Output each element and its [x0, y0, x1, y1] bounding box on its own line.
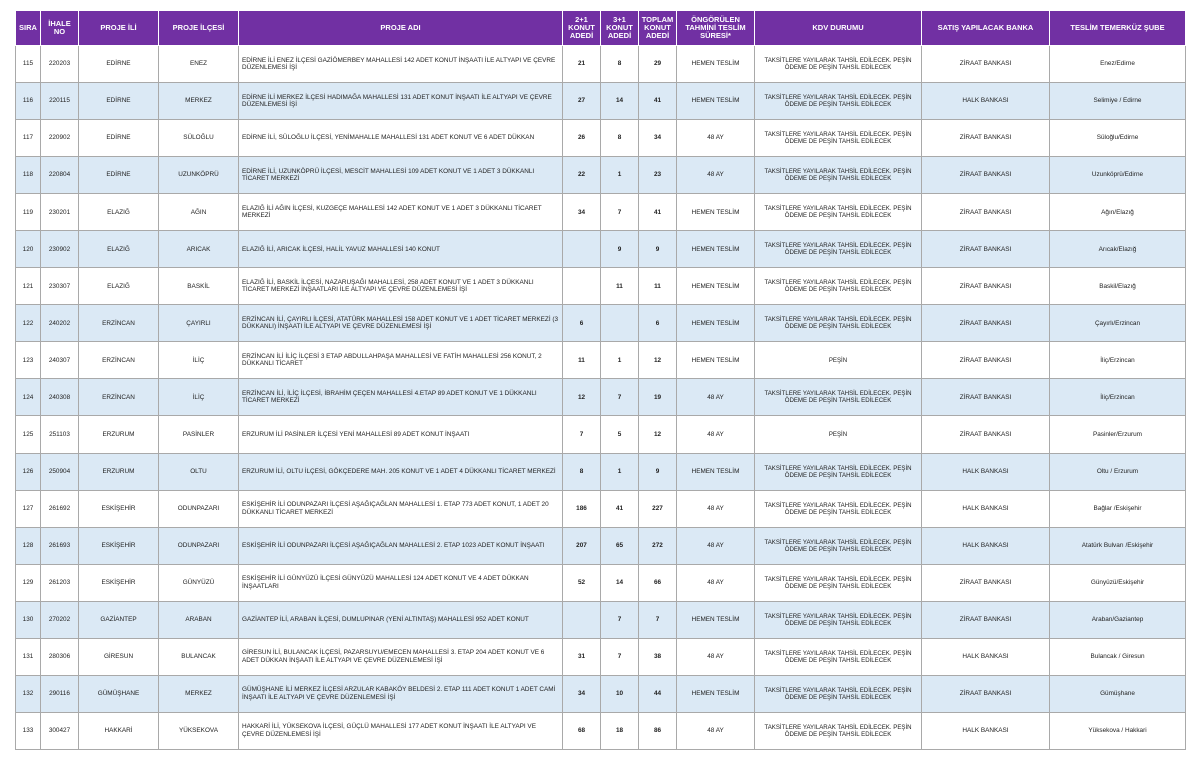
cell-sira: 118 — [16, 157, 41, 194]
header-sira: SIRA — [16, 11, 41, 46]
cell-proje-adi: GÜMÜŞHANE İLİ MERKEZ İLÇESİ ARZULAR KABAKÖY BELDESİ 2. ETAP 111 ADET KONUT 1 ADET CAMİ İNŞAATI İLE ALTYAPI VE ÇEVRE DÜZENLEMESİ İŞİ — [239, 675, 563, 712]
cell-sube: Atatürk Bulvarı /Eskişehir — [1050, 527, 1186, 564]
cell-proje-ilcesi: ARICAK — [159, 231, 239, 268]
cell-banka: ZİRAAT BANKASI — [922, 416, 1050, 453]
table-header — [16, 11, 1186, 46]
cell-sube: Baskil/Elazığ — [1050, 268, 1186, 305]
cell-proje-ilcesi: ÇAYIRLI — [159, 305, 239, 342]
cell-proje-ilcesi: ODUNPAZARI — [159, 490, 239, 527]
cell-kdv: TAKSİTLERE YAYILARAK TAHSİL EDİLECEK. PEŞİN ÖDEME DE PEŞİN TAHSİL EDİLECEK — [755, 638, 922, 675]
cell-konut-3-1: 41 — [601, 490, 639, 527]
cell-proje-ilcesi: GÜNYÜZÜ — [159, 564, 239, 601]
cell-banka: HALK BANKASI — [922, 527, 1050, 564]
cell-teslim-suresi: HEMEN TESLİM — [677, 305, 755, 342]
header-kdv: KDV DURUMU — [755, 11, 922, 46]
cell-teslim-suresi: 48 AY — [677, 120, 755, 157]
cell-banka: HALK BANKASI — [922, 490, 1050, 527]
cell-konut-2-1: 34 — [563, 675, 601, 712]
cell-proje-ili: ELAZIĞ — [79, 268, 159, 305]
cell-sira: 129 — [16, 564, 41, 601]
cell-banka: ZİRAAT BANKASI — [922, 379, 1050, 416]
table-row — [16, 46, 1186, 83]
header-proje-adi: PROJE ADI — [239, 11, 563, 46]
cell-konut-3-1: 14 — [601, 564, 639, 601]
cell-banka: ZİRAAT BANKASI — [922, 342, 1050, 379]
cell-toplam: 66 — [639, 564, 677, 601]
cell-toplam: 38 — [639, 638, 677, 675]
cell-sube: Bulancak / Giresun — [1050, 638, 1186, 675]
table-row — [16, 564, 1186, 601]
cell-toplam: 23 — [639, 157, 677, 194]
cell-toplam: 227 — [639, 490, 677, 527]
cell-ihale-no: 240308 — [41, 379, 79, 416]
table-row — [16, 601, 1186, 638]
cell-banka: HALK BANKASI — [922, 83, 1050, 120]
cell-proje-ili: ERZURUM — [79, 416, 159, 453]
cell-banka: ZİRAAT BANKASI — [922, 305, 1050, 342]
cell-konut-3-1: 10 — [601, 675, 639, 712]
cell-konut-3-1: 65 — [601, 527, 639, 564]
cell-proje-ilcesi: BASKİL — [159, 268, 239, 305]
cell-proje-ili: GÜMÜŞHANE — [79, 675, 159, 712]
cell-banka: ZİRAAT BANKASI — [922, 231, 1050, 268]
cell-toplam: 41 — [639, 83, 677, 120]
cell-proje-ilcesi: MERKEZ — [159, 83, 239, 120]
cell-proje-ilcesi: İLİÇ — [159, 342, 239, 379]
table-row — [16, 231, 1186, 268]
cell-ihale-no: 240202 — [41, 305, 79, 342]
cell-ihale-no: 230902 — [41, 231, 79, 268]
cell-toplam: 41 — [639, 194, 677, 231]
cell-teslim-suresi: HEMEN TESLİM — [677, 601, 755, 638]
cell-proje-adi: HAKKARİ İLİ, YÜKSEKOVA İLÇESİ, GÜÇLÜ MAHALLESİ 177 ADET KONUT İNŞAATI İLE ALTYAPI VE ÇEVRE DÜZENLEMESİ İŞİ — [239, 712, 563, 749]
cell-kdv: TAKSİTLERE YAYILARAK TAHSİL EDİLECEK. PEŞİN ÖDEME DE PEŞİN TAHSİL EDİLECEK — [755, 490, 922, 527]
cell-teslim-suresi: 48 AY — [677, 638, 755, 675]
header-row — [16, 11, 1186, 46]
cell-kdv: TAKSİTLERE YAYILARAK TAHSİL EDİLECEK. PEŞİN ÖDEME DE PEŞİN TAHSİL EDİLECEK — [755, 527, 922, 564]
cell-ihale-no: 251103 — [41, 416, 79, 453]
cell-kdv: TAKSİTLERE YAYILARAK TAHSİL EDİLECEK. PEŞİN ÖDEME DE PEŞİN TAHSİL EDİLECEK — [755, 564, 922, 601]
cell-proje-adi: EDİRNE İLİ ENEZ İLÇESİ GAZİÖMERBEY MAHALLESİ 142 ADET KONUT İNŞAATI İLE ALTYAPI VE ÇEVRE DÜZENLEMESİ İŞİ — [239, 46, 563, 83]
cell-banka: ZİRAAT BANKASI — [922, 194, 1050, 231]
table-row — [16, 712, 1186, 749]
table-row — [16, 268, 1186, 305]
table-row — [16, 305, 1186, 342]
cell-ihale-no: 261693 — [41, 527, 79, 564]
cell-teslim-suresi: 48 AY — [677, 416, 755, 453]
cell-konut-3-1: 1 — [601, 157, 639, 194]
cell-banka: HALK BANKASI — [922, 453, 1050, 490]
cell-konut-3-1: 9 — [601, 231, 639, 268]
cell-teslim-suresi: HEMEN TESLİM — [677, 675, 755, 712]
cell-sira: 119 — [16, 194, 41, 231]
cell-proje-ilcesi: AĞIN — [159, 194, 239, 231]
cell-proje-ili: ELAZIĞ — [79, 194, 159, 231]
table-body — [16, 46, 1186, 750]
cell-proje-ili: ERZİNCAN — [79, 379, 159, 416]
cell-proje-ilcesi: ARABAN — [159, 601, 239, 638]
cell-konut-3-1: 8 — [601, 46, 639, 83]
cell-konut-3-1: 7 — [601, 638, 639, 675]
cell-sira: 120 — [16, 231, 41, 268]
cell-sube: İliç/Erzincan — [1050, 379, 1186, 416]
header-toplam: TOPLAM KONUT ADEDİ — [639, 11, 677, 46]
cell-kdv: TAKSİTLERE YAYILARAK TAHSİL EDİLECEK. PEŞİN ÖDEME DE PEŞİN TAHSİL EDİLECEK — [755, 712, 922, 749]
cell-konut-3-1: 7 — [601, 194, 639, 231]
cell-proje-ilcesi: BULANCAK — [159, 638, 239, 675]
cell-kdv: TAKSİTLERE YAYILARAK TAHSİL EDİLECEK. PEŞİN ÖDEME DE PEŞİN TAHSİL EDİLECEK — [755, 157, 922, 194]
cell-proje-ilcesi: YÜKSEKOVA — [159, 712, 239, 749]
cell-proje-ili: HAKKARİ — [79, 712, 159, 749]
cell-teslim-suresi: 48 AY — [677, 564, 755, 601]
cell-toplam: 12 — [639, 342, 677, 379]
cell-proje-ilcesi: UZUNKÖPRÜ — [159, 157, 239, 194]
cell-sira: 123 — [16, 342, 41, 379]
cell-kdv: TAKSİTLERE YAYILARAK TAHSİL EDİLECEK. PEŞİN ÖDEME DE PEŞİN TAHSİL EDİLECEK — [755, 83, 922, 120]
cell-proje-ili: ERZURUM — [79, 453, 159, 490]
cell-sube: Gümüşhane — [1050, 675, 1186, 712]
cell-proje-adi: ELAZIĞ İLİ, ARICAK İLÇESİ, HALİL YAVUZ MAHALLESİ 140 KONUT — [239, 231, 563, 268]
header-ihale-no: İHALE NO — [41, 11, 79, 46]
cell-teslim-suresi: HEMEN TESLİM — [677, 83, 755, 120]
cell-proje-ili: ESKİŞEHİR — [79, 527, 159, 564]
cell-konut-2-1: 8 — [563, 453, 601, 490]
cell-konut-2-1: 21 — [563, 46, 601, 83]
cell-ihale-no: 220203 — [41, 46, 79, 83]
cell-sira: 132 — [16, 675, 41, 712]
table-row — [16, 490, 1186, 527]
cell-teslim-suresi: HEMEN TESLİM — [677, 453, 755, 490]
cell-teslim-suresi: HEMEN TESLİM — [677, 342, 755, 379]
cell-proje-adi: ERZİNCAN İLİ İLİÇ İLÇESİ 3 ETAP ABDULLAHPAŞA MAHALLESİ VE FATİH MAHALLESİ 256 KONUT, 2 DÜKKANLI TİCARET — [239, 342, 563, 379]
cell-toplam: 11 — [639, 268, 677, 305]
cell-konut-2-1 — [563, 231, 601, 268]
cell-proje-ilcesi: ODUNPAZARI — [159, 527, 239, 564]
cell-proje-adi: GAZİANTEP İLİ, ARABAN İLÇESİ, DUMLUPINAR (YENİ ALTINTAŞ) MAHALLESİ 952 ADET KONUT — [239, 601, 563, 638]
cell-konut-2-1: 11 — [563, 342, 601, 379]
cell-konut-3-1: 5 — [601, 416, 639, 453]
cell-sira: 122 — [16, 305, 41, 342]
cell-proje-adi: ESKİŞEHİR İLİ ODUNPAZARI İLÇESİ AŞAĞIÇAĞLAN MAHALLESİ 1. ETAP 773 ADET KONUT, 1 ADET 20 DÜKKANLI TİCARET MERKEZİ — [239, 490, 563, 527]
cell-proje-adi: EDİRNE İLİ MERKEZ İLÇESİ HADIMAĞA MAHALLESİ 131 ADET KONUT İNŞAATI İLE ALTYAPI VE ÇEVRE DÜZENLEMESİ İŞİ — [239, 83, 563, 120]
cell-sira: 115 — [16, 46, 41, 83]
cell-banka: ZİRAAT BANKASI — [922, 268, 1050, 305]
cell-sira: 126 — [16, 453, 41, 490]
cell-konut-2-1: 6 — [563, 305, 601, 342]
table-row — [16, 416, 1186, 453]
cell-teslim-suresi: 48 AY — [677, 712, 755, 749]
cell-ihale-no: 230201 — [41, 194, 79, 231]
cell-toplam: 86 — [639, 712, 677, 749]
cell-proje-ili: ESKİŞEHİR — [79, 564, 159, 601]
cell-sira: 117 — [16, 120, 41, 157]
cell-teslim-suresi: 48 AY — [677, 490, 755, 527]
cell-sira: 124 — [16, 379, 41, 416]
cell-sube: Çayırlı/Erzincan — [1050, 305, 1186, 342]
cell-ihale-no: 300427 — [41, 712, 79, 749]
table-row — [16, 527, 1186, 564]
cell-ihale-no: 290116 — [41, 675, 79, 712]
cell-proje-adi: EDİRNE İLİ, SÜLOĞLU İLÇESİ, YENİMAHALLE MAHALLESİ 131 ADET KONUT VE 6 ADET DÜKKAN — [239, 120, 563, 157]
cell-proje-ili: ESKİŞEHİR — [79, 490, 159, 527]
cell-teslim-suresi: HEMEN TESLİM — [677, 194, 755, 231]
cell-konut-2-1: 12 — [563, 379, 601, 416]
cell-ihale-no: 240307 — [41, 342, 79, 379]
cell-konut-2-1 — [563, 268, 601, 305]
projects-table — [15, 10, 1186, 750]
cell-teslim-suresi: 48 AY — [677, 527, 755, 564]
cell-ihale-no: 230307 — [41, 268, 79, 305]
table-row — [16, 83, 1186, 120]
cell-konut-2-1: 52 — [563, 564, 601, 601]
cell-teslim-suresi: HEMEN TESLİM — [677, 268, 755, 305]
cell-proje-ili: EDİRNE — [79, 120, 159, 157]
cell-ihale-no: 220804 — [41, 157, 79, 194]
cell-proje-adi: EDİRNE İLİ, UZUNKÖPRÜ İLÇESİ, MESCİT MAHALLESİ 109 ADET KONUT VE 1 ADET 3 DÜKKANLI TİCARET MERKEZİ — [239, 157, 563, 194]
cell-kdv: TAKSİTLERE YAYILARAK TAHSİL EDİLECEK. PEŞİN ÖDEME DE PEŞİN TAHSİL EDİLECEK — [755, 305, 922, 342]
cell-proje-ilcesi: MERKEZ — [159, 675, 239, 712]
cell-sube: İliç/Erzincan — [1050, 342, 1186, 379]
cell-ihale-no: 261203 — [41, 564, 79, 601]
cell-proje-adi: ERZİNCAN İLİ, ÇAYIRLI İLÇESİ, ATATÜRK MAHALLESİ 158 ADET KONUT VE 1 ADET TİCARET MERKEZİ (3 DÜKKANLI) İNŞAATI İLE ALTYAPI VE ÇEVRE DÜZENLEMESİ İŞİ — [239, 305, 563, 342]
cell-konut-3-1: 7 — [601, 379, 639, 416]
cell-konut-3-1: 14 — [601, 83, 639, 120]
cell-sira: 121 — [16, 268, 41, 305]
cell-kdv: TAKSİTLERE YAYILARAK TAHSİL EDİLECEK. PEŞİN ÖDEME DE PEŞİN TAHSİL EDİLECEK — [755, 46, 922, 83]
cell-proje-ili: EDİRNE — [79, 83, 159, 120]
cell-toplam: 29 — [639, 46, 677, 83]
cell-konut-3-1: 8 — [601, 120, 639, 157]
cell-sira: 127 — [16, 490, 41, 527]
cell-proje-ilcesi: PASİNLER — [159, 416, 239, 453]
cell-banka: HALK BANKASI — [922, 712, 1050, 749]
header-proje-ilcesi: PROJE İLÇESİ — [159, 11, 239, 46]
cell-konut-3-1: 1 — [601, 453, 639, 490]
cell-konut-2-1 — [563, 601, 601, 638]
header-banka: SATIŞ YAPILACAK BANKA — [922, 11, 1050, 46]
cell-proje-ili: EDİRNE — [79, 46, 159, 83]
cell-proje-adi: ERZURUM İLİ PASİNLER İLÇESİ YENİ MAHALLESİ 89 ADET KONUT İNŞAATI — [239, 416, 563, 453]
cell-proje-ili: ERZİNCAN — [79, 342, 159, 379]
cell-sube: Uzunköprü/Edirne — [1050, 157, 1186, 194]
cell-sube: Süloğlu/Edirne — [1050, 120, 1186, 157]
cell-proje-ilcesi: İLİÇ — [159, 379, 239, 416]
cell-kdv: TAKSİTLERE YAYILARAK TAHSİL EDİLECEK. PEŞİN ÖDEME DE PEŞİN TAHSİL EDİLECEK — [755, 194, 922, 231]
cell-ihale-no: 220902 — [41, 120, 79, 157]
cell-toplam: 44 — [639, 675, 677, 712]
cell-sira: 125 — [16, 416, 41, 453]
table-row — [16, 120, 1186, 157]
cell-proje-ilcesi: OLTU — [159, 453, 239, 490]
cell-proje-adi: ESKİŞEHİR İLİ ODUNPAZARI İLÇESİ AŞAĞIÇAĞLAN MAHALLESİ 2. ETAP 1023 ADET KONUT İNŞAATI — [239, 527, 563, 564]
table-row — [16, 453, 1186, 490]
cell-sira: 130 — [16, 601, 41, 638]
table-row — [16, 675, 1186, 712]
cell-ihale-no: 270202 — [41, 601, 79, 638]
cell-konut-2-1: 207 — [563, 527, 601, 564]
header-konut-2-1: 2+1 KONUT ADEDİ — [563, 11, 601, 46]
cell-kdv: PEŞİN — [755, 416, 922, 453]
cell-konut-2-1: 27 — [563, 83, 601, 120]
table-row — [16, 342, 1186, 379]
cell-ihale-no: 250904 — [41, 453, 79, 490]
cell-sube: Arıcak/Elazığ — [1050, 231, 1186, 268]
cell-banka: HALK BANKASI — [922, 638, 1050, 675]
cell-kdv: TAKSİTLERE YAYILARAK TAHSİL EDİLECEK. PEŞİN ÖDEME DE PEŞİN TAHSİL EDİLECEK — [755, 453, 922, 490]
cell-proje-ili: GİRESUN — [79, 638, 159, 675]
cell-kdv: TAKSİTLERE YAYILARAK TAHSİL EDİLECEK. PEŞİN ÖDEME DE PEŞİN TAHSİL EDİLECEK — [755, 675, 922, 712]
cell-konut-2-1: 26 — [563, 120, 601, 157]
cell-kdv: TAKSİTLERE YAYILARAK TAHSİL EDİLECEK. PEŞİN ÖDEME DE PEŞİN TAHSİL EDİLECEK — [755, 379, 922, 416]
cell-sube: Selimiye / Edirne — [1050, 83, 1186, 120]
cell-proje-ili: ELAZIĞ — [79, 231, 159, 268]
header-sube: TESLİM TEMERKÜZ ŞUBE — [1050, 11, 1186, 46]
table-row — [16, 194, 1186, 231]
cell-proje-adi: ESKİŞEHİR İLİ GÜNYÜZÜ İLÇESİ GÜNYÜZÜ MAHALLESİ 124 ADET KONUT VE 4 ADET DÜKKAN İNŞAATLARI — [239, 564, 563, 601]
cell-sube: Günyüzü/Eskişehir — [1050, 564, 1186, 601]
cell-sube: Enez/Edirne — [1050, 46, 1186, 83]
cell-konut-2-1: 31 — [563, 638, 601, 675]
cell-toplam: 272 — [639, 527, 677, 564]
cell-sube: Yüksekova / Hakkari — [1050, 712, 1186, 749]
cell-sira: 133 — [16, 712, 41, 749]
cell-konut-2-1: 68 — [563, 712, 601, 749]
cell-proje-ili: EDİRNE — [79, 157, 159, 194]
header-konut-3-1: 3+1 KONUT ADEDİ — [601, 11, 639, 46]
cell-teslim-suresi: HEMEN TESLİM — [677, 231, 755, 268]
table-row — [16, 638, 1186, 675]
cell-konut-2-1: 7 — [563, 416, 601, 453]
cell-kdv: TAKSİTLERE YAYILARAK TAHSİL EDİLECEK. PEŞİN ÖDEME DE PEŞİN TAHSİL EDİLECEK — [755, 231, 922, 268]
cell-toplam: 7 — [639, 601, 677, 638]
cell-kdv: PEŞİN — [755, 342, 922, 379]
cell-konut-3-1: 7 — [601, 601, 639, 638]
cell-banka: ZİRAAT BANKASI — [922, 120, 1050, 157]
cell-proje-adi: GİRESUN İLİ, BULANCAK İLÇESİ, PAZARSUYU/EMECEN MAHALLESİ 3. ETAP 204 ADET KONUT VE 6 ADET DÜKKAN İNŞAATI İLE ALTYAPI VE ÇEVRE DÜZENLEMESİ İŞİ — [239, 638, 563, 675]
cell-konut-3-1 — [601, 305, 639, 342]
cell-sira: 131 — [16, 638, 41, 675]
cell-banka: ZİRAAT BANKASI — [922, 46, 1050, 83]
cell-kdv: TAKSİTLERE YAYILARAK TAHSİL EDİLECEK. PEŞİN ÖDEME DE PEŞİN TAHSİL EDİLECEK — [755, 268, 922, 305]
cell-sube: Ağın/Elazığ — [1050, 194, 1186, 231]
cell-banka: ZİRAAT BANKASI — [922, 675, 1050, 712]
cell-konut-2-1: 34 — [563, 194, 601, 231]
projects-table-container — [15, 10, 1185, 750]
cell-toplam: 9 — [639, 453, 677, 490]
cell-konut-2-1: 22 — [563, 157, 601, 194]
cell-konut-3-1: 11 — [601, 268, 639, 305]
cell-toplam: 6 — [639, 305, 677, 342]
cell-sube: Bağlar /Eskişehir — [1050, 490, 1186, 527]
cell-banka: ZİRAAT BANKASI — [922, 564, 1050, 601]
header-proje-ili: PROJE İLİ — [79, 11, 159, 46]
cell-konut-3-1: 1 — [601, 342, 639, 379]
cell-proje-ili: GAZİANTEP — [79, 601, 159, 638]
cell-sira: 116 — [16, 83, 41, 120]
cell-toplam: 34 — [639, 120, 677, 157]
cell-proje-adi: ERZİNCAN İLİ, İLİÇ İLÇESİ, İBRAHİM ÇEÇEN MAHALLESİ 4.ETAP 89 ADET KONUT VE 1 DÜKKANLI TİCARET MERKEZİ — [239, 379, 563, 416]
cell-proje-ilcesi: SÜLOĞLU — [159, 120, 239, 157]
cell-proje-adi: ELAZIĞ İLİ AĞIN İLÇESİ, KUZGEÇE MAHALLESİ 142 ADET KONUT VE 1 ADET 3 DÜKKANLI TİCARET MERKEZİ — [239, 194, 563, 231]
cell-kdv: TAKSİTLERE YAYILARAK TAHSİL EDİLECEK. PEŞİN ÖDEME DE PEŞİN TAHSİL EDİLECEK — [755, 120, 922, 157]
cell-toplam: 9 — [639, 231, 677, 268]
cell-proje-ili: ERZİNCAN — [79, 305, 159, 342]
cell-sube: Oltu / Erzurum — [1050, 453, 1186, 490]
cell-toplam: 19 — [639, 379, 677, 416]
cell-teslim-suresi: 48 AY — [677, 379, 755, 416]
cell-sube: Araban/Gaziantep — [1050, 601, 1186, 638]
table-row — [16, 157, 1186, 194]
table-row — [16, 379, 1186, 416]
cell-proje-adi: ELAZIĞ İLİ, BASKİL İLÇESİ, NAZARUŞAĞI MAHALLESİ, 258 ADET KONUT VE 1 ADET 3 DÜKKANLI TİCARET MERKEZİ İNŞAATLARI İLE ALTYAPI VE ÇEVRE DÜZENLEMESİ İŞİ — [239, 268, 563, 305]
cell-teslim-suresi: HEMEN TESLİM — [677, 46, 755, 83]
cell-proje-ilcesi: ENEZ — [159, 46, 239, 83]
cell-sira: 128 — [16, 527, 41, 564]
header-teslim-suresi: ÖNGÖRÜLEN TAHMİNİ TESLİM SÜRESİ* — [677, 11, 755, 46]
cell-konut-2-1: 186 — [563, 490, 601, 527]
cell-toplam: 12 — [639, 416, 677, 453]
cell-ihale-no: 280306 — [41, 638, 79, 675]
cell-teslim-suresi: 48 AY — [677, 157, 755, 194]
cell-kdv: TAKSİTLERE YAYILARAK TAHSİL EDİLECEK. PEŞİN ÖDEME DE PEŞİN TAHSİL EDİLECEK — [755, 601, 922, 638]
cell-ihale-no: 261692 — [41, 490, 79, 527]
cell-konut-3-1: 18 — [601, 712, 639, 749]
cell-banka: ZİRAAT BANKASI — [922, 601, 1050, 638]
cell-ihale-no: 220115 — [41, 83, 79, 120]
cell-banka: ZİRAAT BANKASI — [922, 157, 1050, 194]
cell-sube: Pasinler/Erzurum — [1050, 416, 1186, 453]
cell-proje-adi: ERZURUM İLİ, OLTU İLÇESİ, GÖKÇEDERE MAH. 205 KONUT VE 1 ADET 4 DÜKKANLI TİCARET MERKEZİ — [239, 453, 563, 490]
